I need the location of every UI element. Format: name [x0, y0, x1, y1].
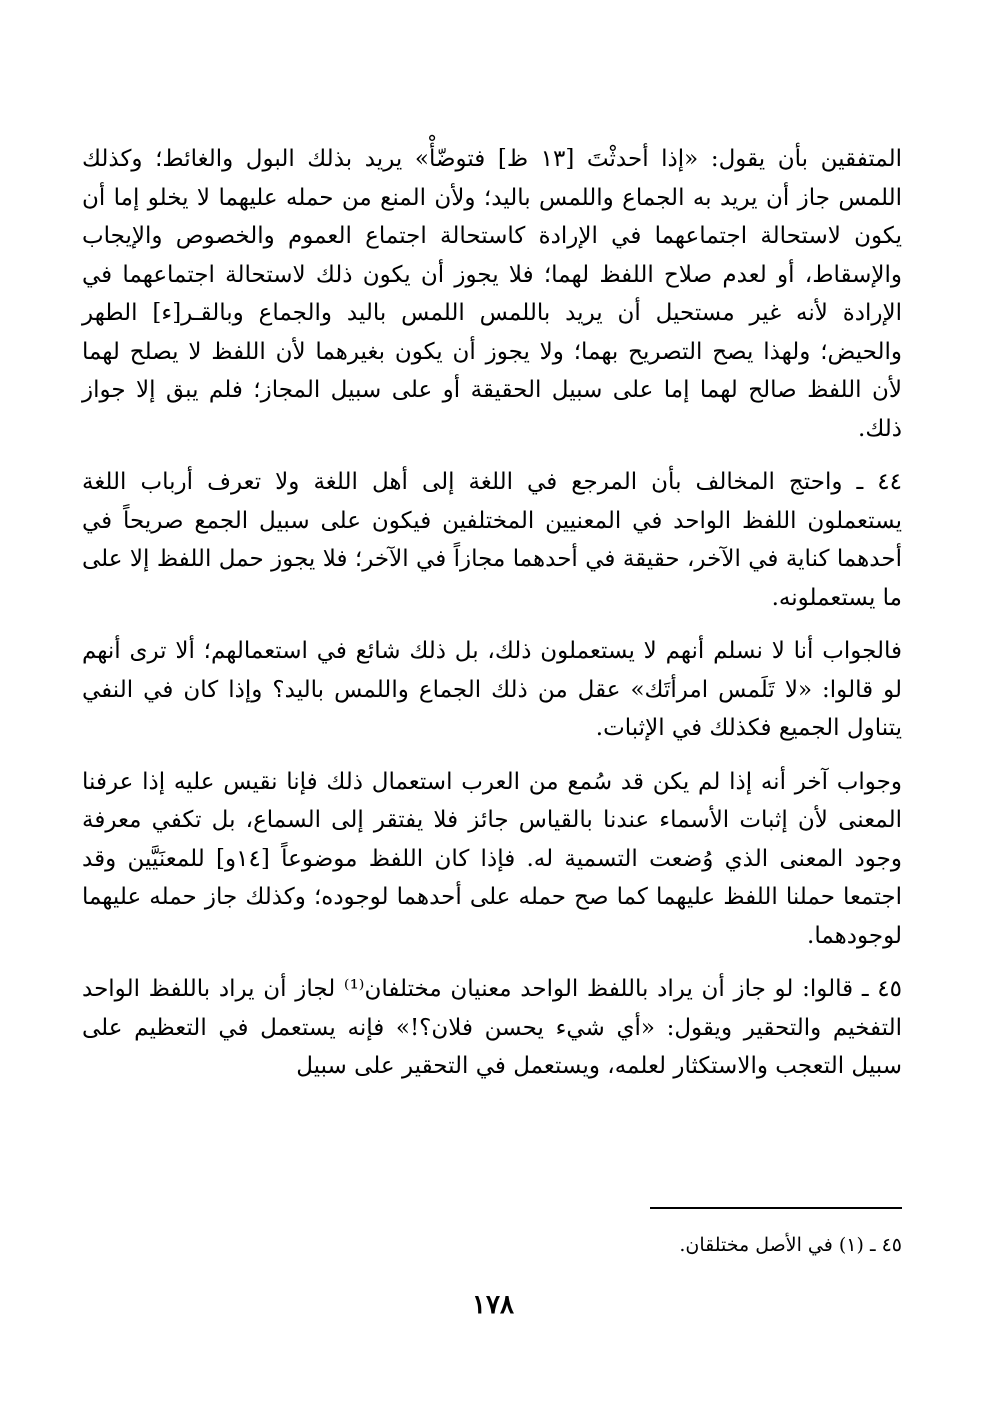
paragraph-continuation: المتفقين بأن يقول: «إذا أحدثْتَ [١٣ ظ] فتوضّأْ» يريد بذلك البول والغائط؛ وكذلك اللمس جاز أن يريد به الجماع واللمس باليد؛ ولأن المنع من حمله عليهما لا يخلو إما أن يكون لاستحالة اجتماعهما في الإرادة كاستحالة اجتماع العموم والخصوص والإيجاب والإسقاط، أو لعدم صلاح اللفظ لهما؛ فلا يجوز أن يكون ذلك لاستحالة اجتماعهما في الإرادة لأنه غير مستحيل أن يريد باللمس اللمس باليد والجماع وبالقـر[ء] الطهر والحيض؛ ولهذا يصح التصريح بهما؛ ولا يجوز أن يكون بغيرهما لأن اللفظ لا يصلح لهما لأن اللفظ صالح لهما إما على سبيل الحقيقة أو على سبيل المجاز؛ فلم يبق إلا جواز ذلك.	[82, 146, 902, 442]
paragraph-answer: فالجواب أنا لا نسلم أنهم لا يستعملون ذلك، بل ذلك شائع في استعمالهم؛ ألا ترى أنهم لو قالوا: «لا تَلَمس امرأتَك» عقل من ذلك الجماع واللمس باليد؟ وإذا كان في النفي يتناول الجميع فكذلك في الإثبات.	[82, 638, 902, 741]
footnote: ٤٥ ـ (١) في الأصل مختلقان.	[679, 1234, 902, 1256]
paragraph-another-answer: وجواب آخر أنه إذا لم يكن قد سُمع من العرب استعمال ذلك فإنا نقيس عليه إذا عرفنا المعنى لأن إثبات الأسماء عندنا بالقياس جائز فلا يفتقر إلى السماع، بل تكفي معرفة وجود المعنى الذي وُضعت التسمية له. فإذا كان اللفظ موضوعاً [١٤و] للمعنَيَّين وقد اجتمعا حملنا اللفظ عليهما كما صح حمله على أحدهما لوجوده؛ وكذلك جاز حمله عليهما لوجودهما.	[82, 768, 902, 949]
paragraph-44: ٤٤ ـ واحتج المخالف بأن المرجع في اللغة إلى أهل اللغة ولا تعرف أرباب اللغة يستعملون اللفظ الواحد في المعنيين المختلفين فيكون على سبيل الجمع صريحاً في أحدهما كناية في الآخر، حقيقة في أحدهما مجازاً في الآخر؛ فلا يجوز حمل اللفظ إلا على ما يستعملونه.	[82, 469, 902, 611]
paragraph-45: ٤٥ ـ قالوا: لو جاز أن يراد باللفظ الواحد معنيان مختلفان⁽¹⁾ لجاز أن يراد باللفظ الواحد التفخيم والتحقير ويقول: «أي شيء يحسن فلان؟!» فإنه يستعمل في التعظيم على سبيل التعجب والاستكثار لعلمه، ويستعمل في التحقير على سبيل	[82, 976, 903, 1079]
main-text	[82, 140, 902, 1101]
footnote-separator	[650, 1207, 902, 1209]
page-number: ١٧٨	[472, 1290, 514, 1320]
